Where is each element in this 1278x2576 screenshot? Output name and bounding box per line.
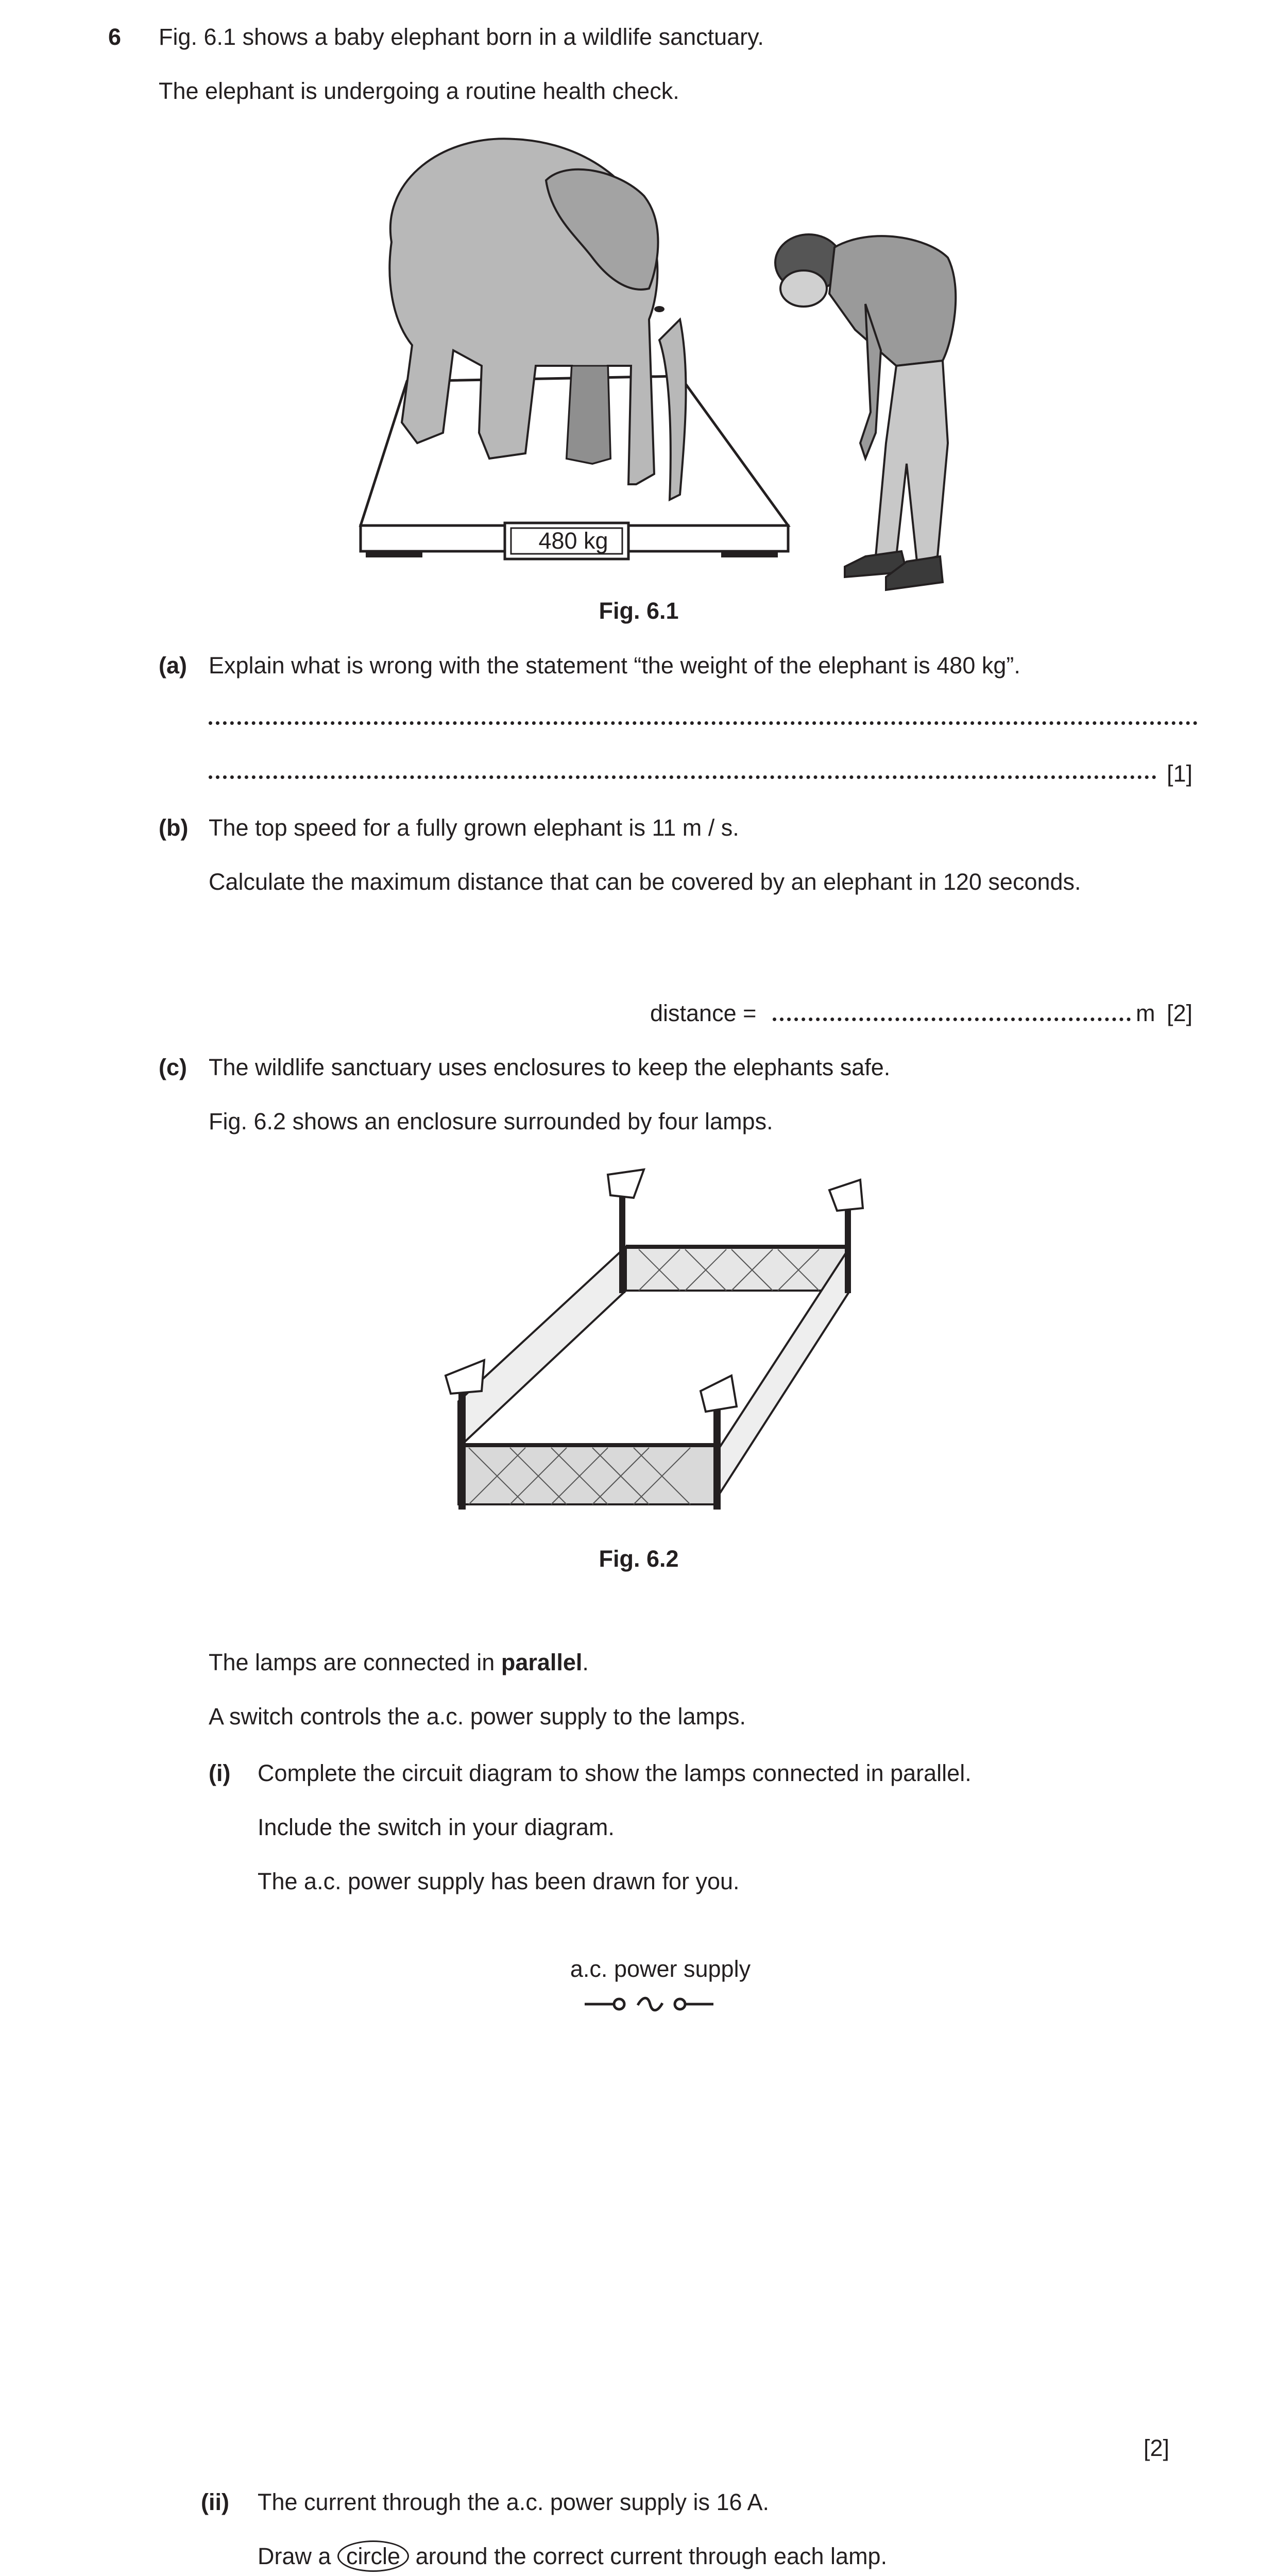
- ac-supply-label: a.c. power supply: [570, 1956, 751, 1982]
- part-b-label: (b): [159, 815, 189, 841]
- question-number: 6: [108, 24, 122, 50]
- scale-reading: 480 kg: [538, 528, 608, 554]
- part-c-text-2: Fig. 6.2 shows an enclosure surrounded by four lamps.: [209, 1108, 773, 1134]
- answer-line: [209, 775, 1156, 779]
- part-ci-text-2: Include the switch in your diagram.: [258, 1814, 615, 1840]
- part-c-label: (c): [159, 1054, 187, 1080]
- enclosure-illustration: [438, 1159, 876, 1520]
- part-c-text-4: A switch controls the a.c. power supply to the lamps.: [209, 1703, 746, 1730]
- part-cii-label: (ii): [201, 2489, 229, 2515]
- fig-6-2-caption: Fig. 6.2: [599, 1546, 679, 1572]
- answer-line: [209, 721, 1198, 725]
- part-ci-label: (i): [209, 1760, 231, 1786]
- distance-label: distance =: [650, 1000, 757, 1026]
- part-ci-marks: [2]: [1144, 2435, 1170, 2461]
- intro-line-1: Fig. 6.1 shows a baby elephant born in a wildlife sanctuary.: [159, 24, 764, 50]
- part-c-text-1: The wildlife sanctuary uses enclosures to keep the elephants safe.: [209, 1054, 891, 1080]
- part-b-text-1: The top speed for a fully grown elephant is 11 m / s.: [209, 815, 739, 841]
- part-a-marks: [1]: [1167, 760, 1193, 787]
- part-c-text-3: The lamps are connected in parallel.: [209, 1649, 589, 1675]
- distance-answer-line: [773, 1018, 1131, 1021]
- circled-word: circle: [337, 2540, 409, 2572]
- part-a-label: (a): [159, 652, 187, 679]
- part-ci-text-1: Complete the circuit diagram to show the lamps connected in parallel.: [258, 1760, 972, 1786]
- distance-unit: m: [1136, 1000, 1155, 1026]
- part-cii-text-2: Draw a circle around the correct current through each lamp.: [258, 2543, 887, 2570]
- part-a-text: Explain what is wrong with the statement “the weight of the elephant is 480 kg”.: [209, 652, 1020, 679]
- fig-6-1-caption: Fig. 6.1: [599, 598, 679, 624]
- ac-supply-symbol-icon: [582, 1989, 716, 2020]
- part-cii-text-1: The current through the a.c. power supply is 16 A.: [258, 2489, 770, 2515]
- elephant-on-scale-illustration: [350, 124, 968, 603]
- part-b-marks: [2]: [1167, 1000, 1193, 1026]
- part-ci-text-3: The a.c. power supply has been drawn for you.: [258, 1868, 740, 1894]
- part-b-text-2: Calculate the maximum distance that can be covered by an elephant in 120 seconds.: [209, 869, 1081, 895]
- intro-line-2: The elephant is undergoing a routine health check.: [159, 78, 679, 104]
